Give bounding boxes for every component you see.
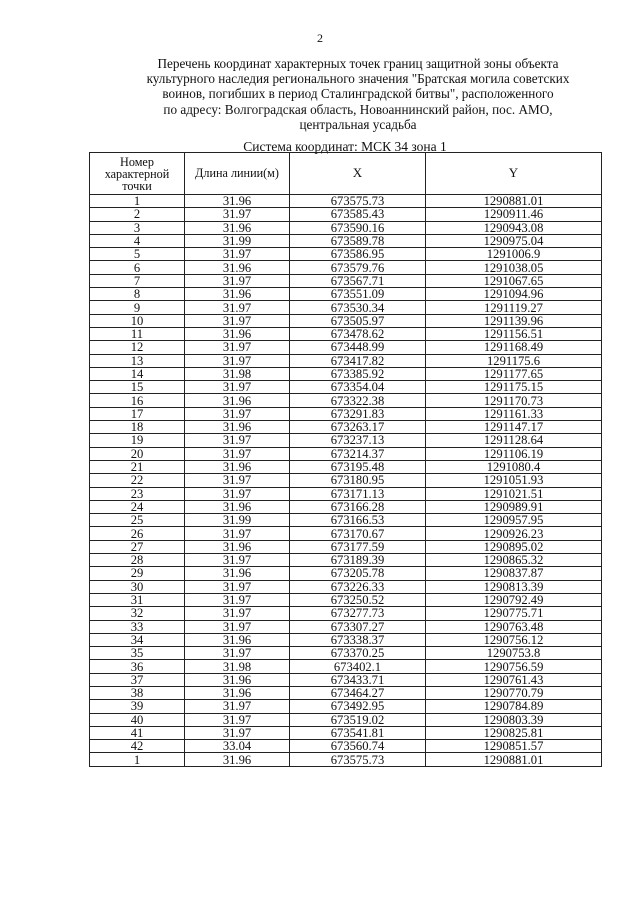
cell-point-number: 2	[90, 208, 185, 221]
cell-y: 1291156.51	[426, 327, 602, 340]
cell-y: 1290784.89	[426, 700, 602, 713]
cell-x: 673433.71	[290, 673, 426, 686]
cell-line-length: 31.96	[185, 394, 290, 407]
cell-x: 673505.97	[290, 314, 426, 327]
cell-x: 673541.81	[290, 726, 426, 739]
cell-point-number: 36	[90, 660, 185, 673]
cell-y: 1290881.01	[426, 195, 602, 208]
cell-y: 1290761.43	[426, 673, 602, 686]
table-row	[90, 261, 602, 274]
cell-line-length: 31.97	[185, 620, 290, 633]
cell-point-number: 18	[90, 421, 185, 434]
cell-line-length: 31.98	[185, 660, 290, 673]
cell-line-length: 31.96	[185, 633, 290, 646]
cell-line-length: 31.97	[185, 381, 290, 394]
cell-y: 1291021.51	[426, 487, 602, 500]
cell-point-number: 1	[90, 195, 185, 208]
cell-point-number: 37	[90, 673, 185, 686]
cell-line-length: 31.97	[185, 607, 290, 620]
cell-x: 673214.37	[290, 447, 426, 460]
cell-y: 1291147.17	[426, 421, 602, 434]
table-row	[90, 726, 602, 739]
table-row	[90, 500, 602, 513]
cell-line-length: 31.97	[185, 447, 290, 460]
cell-point-number: 42	[90, 740, 185, 753]
cell-x: 673575.73	[290, 753, 426, 766]
table-row	[90, 274, 602, 287]
cell-point-number: 34	[90, 633, 185, 646]
cell-line-length: 31.96	[185, 288, 290, 301]
cell-x: 673338.37	[290, 633, 426, 646]
table-row	[90, 208, 602, 221]
table-row	[90, 327, 602, 340]
cell-line-length: 31.97	[185, 554, 290, 567]
cell-y: 1290957.95	[426, 514, 602, 527]
table-row	[90, 221, 602, 234]
cell-x: 673263.17	[290, 421, 426, 434]
cell-y: 1290756.12	[426, 633, 602, 646]
coordinates-table	[89, 152, 602, 767]
cell-point-number: 20	[90, 447, 185, 460]
table-row	[90, 514, 602, 527]
cell-point-number: 5	[90, 248, 185, 261]
table-row	[90, 686, 602, 699]
cell-y: 1291177.65	[426, 367, 602, 380]
cell-point-number: 41	[90, 726, 185, 739]
cell-x: 673237.13	[290, 434, 426, 447]
cell-y: 1291175.15	[426, 381, 602, 394]
title-line: центральная усадьба	[299, 116, 417, 132]
cell-y: 1291119.27	[426, 301, 602, 314]
cell-point-number: 10	[90, 314, 185, 327]
cell-line-length: 31.96	[185, 567, 290, 580]
table-row	[90, 753, 602, 766]
table-row	[90, 474, 602, 487]
header-y: Y	[426, 153, 602, 195]
cell-y: 1290770.79	[426, 686, 602, 699]
cell-line-length: 33.04	[185, 740, 290, 753]
cell-line-length: 31.96	[185, 421, 290, 434]
cell-x: 673590.16	[290, 221, 426, 234]
cell-x: 673322.38	[290, 394, 426, 407]
table-row	[90, 540, 602, 553]
table-row	[90, 633, 602, 646]
cell-point-number: 3	[90, 221, 185, 234]
cell-x: 673177.59	[290, 540, 426, 553]
cell-y: 1290753.8	[426, 647, 602, 660]
cell-point-number: 32	[90, 607, 185, 620]
table-row	[90, 434, 602, 447]
table-row	[90, 647, 602, 660]
table-row	[90, 381, 602, 394]
table-row	[90, 620, 602, 633]
cell-line-length: 31.99	[185, 234, 290, 247]
cell-point-number: 9	[90, 301, 185, 314]
cell-x: 673226.33	[290, 580, 426, 593]
table-row	[90, 288, 602, 301]
cell-x: 673402.1	[290, 660, 426, 673]
cell-y: 1291175.6	[426, 354, 602, 367]
cell-line-length: 31.96	[185, 221, 290, 234]
header-line-length-label: Длина линии(м)	[195, 166, 279, 181]
cell-point-number: 23	[90, 487, 185, 500]
cell-x: 673567.71	[290, 274, 426, 287]
table-row	[90, 301, 602, 314]
table-row	[90, 713, 602, 726]
cell-x: 673575.73	[290, 195, 426, 208]
cell-y: 1290803.39	[426, 713, 602, 726]
cell-y: 1291067.65	[426, 274, 602, 287]
cell-x: 673579.76	[290, 261, 426, 274]
cell-y: 1291128.64	[426, 434, 602, 447]
cell-point-number: 30	[90, 580, 185, 593]
cell-line-length: 31.97	[185, 713, 290, 726]
table-row	[90, 460, 602, 473]
cell-x: 673560.74	[290, 740, 426, 753]
cell-line-length: 31.97	[185, 700, 290, 713]
cell-y: 1290895.02	[426, 540, 602, 553]
title-line: по адресу: Волгоградская область, Новоаннинский район, пос. АМО,	[163, 101, 553, 117]
cell-line-length: 31.96	[185, 500, 290, 513]
cell-line-length: 31.97	[185, 487, 290, 500]
cell-y: 1290881.01	[426, 753, 602, 766]
cell-y: 1290943.08	[426, 221, 602, 234]
cell-point-number: 22	[90, 474, 185, 487]
cell-line-length: 31.96	[185, 540, 290, 553]
cell-line-length: 31.99	[185, 514, 290, 527]
table-row	[90, 421, 602, 434]
cell-x: 673307.27	[290, 620, 426, 633]
cell-line-length: 31.97	[185, 593, 290, 606]
table-body	[90, 195, 602, 767]
cell-y: 1291080.4	[426, 460, 602, 473]
table-row	[90, 341, 602, 354]
table-row	[90, 660, 602, 673]
title-line: воинов, погибших в период Сталинградской битвы", расположенного	[162, 86, 554, 102]
table-row	[90, 447, 602, 460]
cell-x: 673180.95	[290, 474, 426, 487]
cell-y: 1291006.9	[426, 248, 602, 261]
header-point-number-label: Номер характерной точки	[104, 154, 170, 193]
cell-x: 673166.53	[290, 514, 426, 527]
cell-y: 1291161.33	[426, 407, 602, 420]
cell-line-length: 31.96	[185, 261, 290, 274]
cell-point-number: 12	[90, 341, 185, 354]
table-row	[90, 248, 602, 261]
cell-point-number: 15	[90, 381, 185, 394]
document-title	[80, 56, 636, 132]
cell-line-length: 31.96	[185, 195, 290, 208]
table-row	[90, 700, 602, 713]
cell-y: 1290911.46	[426, 208, 602, 221]
table-row	[90, 593, 602, 606]
cell-point-number: 25	[90, 514, 185, 527]
cell-y: 1291051.93	[426, 474, 602, 487]
title-line: культурного наследия регионального значения "Братская могила советских	[146, 71, 570, 87]
cell-point-number: 8	[90, 288, 185, 301]
cell-y: 1290975.04	[426, 234, 602, 247]
cell-x: 673354.04	[290, 381, 426, 394]
header-line-length	[185, 153, 290, 195]
cell-x: 673370.25	[290, 647, 426, 660]
cell-point-number: 26	[90, 527, 185, 540]
cell-x: 673170.67	[290, 527, 426, 540]
cell-line-length: 31.97	[185, 647, 290, 660]
table-row	[90, 567, 602, 580]
cell-line-length: 31.97	[185, 407, 290, 420]
cell-line-length: 31.97	[185, 434, 290, 447]
cell-y: 1290837.87	[426, 567, 602, 580]
cell-x: 673195.48	[290, 460, 426, 473]
cell-y: 1290813.39	[426, 580, 602, 593]
cell-x: 673530.34	[290, 301, 426, 314]
cell-x: 673171.13	[290, 487, 426, 500]
table-row	[90, 740, 602, 753]
cell-y: 1290756.59	[426, 660, 602, 673]
table-row	[90, 234, 602, 247]
table-row	[90, 394, 602, 407]
table-row	[90, 527, 602, 540]
cell-point-number: 27	[90, 540, 185, 553]
cell-y: 1291094.96	[426, 288, 602, 301]
cell-point-number: 4	[90, 234, 185, 247]
cell-point-number: 28	[90, 554, 185, 567]
cell-x: 673277.73	[290, 607, 426, 620]
table-row	[90, 607, 602, 620]
cell-line-length: 31.97	[185, 354, 290, 367]
cell-line-length: 31.96	[185, 753, 290, 766]
cell-point-number: 39	[90, 700, 185, 713]
cell-point-number: 40	[90, 713, 185, 726]
coordinate-system-caption: Система координат: МСК 34 зона 1	[243, 139, 447, 154]
cell-y: 1291170.73	[426, 394, 602, 407]
cell-point-number: 21	[90, 460, 185, 473]
cell-x: 673589.78	[290, 234, 426, 247]
cell-line-length: 31.97	[185, 474, 290, 487]
header-point-number	[90, 153, 185, 195]
cell-x: 673166.28	[290, 500, 426, 513]
cell-y: 1290763.48	[426, 620, 602, 633]
table-row	[90, 487, 602, 500]
cell-line-length: 31.97	[185, 341, 290, 354]
header-x: X	[290, 153, 426, 195]
cell-y: 1291106.19	[426, 447, 602, 460]
cell-point-number: 13	[90, 354, 185, 367]
cell-x: 673205.78	[290, 567, 426, 580]
cell-point-number: 17	[90, 407, 185, 420]
cell-x: 673464.27	[290, 686, 426, 699]
cell-line-length: 31.96	[185, 673, 290, 686]
cell-point-number: 33	[90, 620, 185, 633]
cell-x: 673250.52	[290, 593, 426, 606]
cell-line-length: 31.96	[185, 327, 290, 340]
cell-line-length: 31.97	[185, 314, 290, 327]
cell-y: 1290792.49	[426, 593, 602, 606]
cell-line-length: 31.98	[185, 367, 290, 380]
cell-point-number: 11	[90, 327, 185, 340]
page-number: 2	[317, 31, 323, 45]
cell-x: 673385.92	[290, 367, 426, 380]
cell-line-length: 31.96	[185, 460, 290, 473]
cell-line-length: 31.97	[185, 580, 290, 593]
cell-x: 673189.39	[290, 554, 426, 567]
title-line: Перечень координат характерных точек границ защитной зоны объекта	[157, 56, 559, 71]
cell-line-length: 31.96	[185, 686, 290, 699]
cell-point-number: 35	[90, 647, 185, 660]
cell-y: 1290775.71	[426, 607, 602, 620]
cell-x: 673492.95	[290, 700, 426, 713]
cell-y: 1291139.96	[426, 314, 602, 327]
cell-line-length: 31.97	[185, 274, 290, 287]
cell-y: 1290825.81	[426, 726, 602, 739]
cell-y: 1290989.91	[426, 500, 602, 513]
cell-x: 673551.09	[290, 288, 426, 301]
cell-y: 1290865.32	[426, 554, 602, 567]
cell-x: 673448.99	[290, 341, 426, 354]
cell-line-length: 31.97	[185, 301, 290, 314]
cell-line-length: 31.97	[185, 726, 290, 739]
cell-x: 673291.83	[290, 407, 426, 420]
cell-x: 673417.82	[290, 354, 426, 367]
cell-point-number: 29	[90, 567, 185, 580]
table-row	[90, 554, 602, 567]
table-row	[90, 354, 602, 367]
cell-point-number: 14	[90, 367, 185, 380]
table-row	[90, 314, 602, 327]
cell-y: 1290851.57	[426, 740, 602, 753]
cell-point-number: 1	[90, 753, 185, 766]
table-row	[90, 673, 602, 686]
cell-y: 1290926.23	[426, 527, 602, 540]
cell-point-number: 24	[90, 500, 185, 513]
cell-x: 673519.02	[290, 713, 426, 726]
cell-line-length: 31.97	[185, 208, 290, 221]
cell-y: 1291168.49	[426, 341, 602, 354]
cell-line-length: 31.97	[185, 248, 290, 261]
table-row	[90, 195, 602, 208]
cell-point-number: 16	[90, 394, 185, 407]
cell-x: 673585.43	[290, 208, 426, 221]
cell-line-length: 31.97	[185, 527, 290, 540]
cell-point-number: 19	[90, 434, 185, 447]
cell-point-number: 31	[90, 593, 185, 606]
table-header-row	[90, 153, 602, 195]
cell-y: 1291038.05	[426, 261, 602, 274]
cell-x: 673478.62	[290, 327, 426, 340]
cell-point-number: 6	[90, 261, 185, 274]
table-row	[90, 580, 602, 593]
table-row	[90, 367, 602, 380]
cell-x: 673586.95	[290, 248, 426, 261]
cell-point-number: 38	[90, 686, 185, 699]
cell-point-number: 7	[90, 274, 185, 287]
table-row	[90, 407, 602, 420]
